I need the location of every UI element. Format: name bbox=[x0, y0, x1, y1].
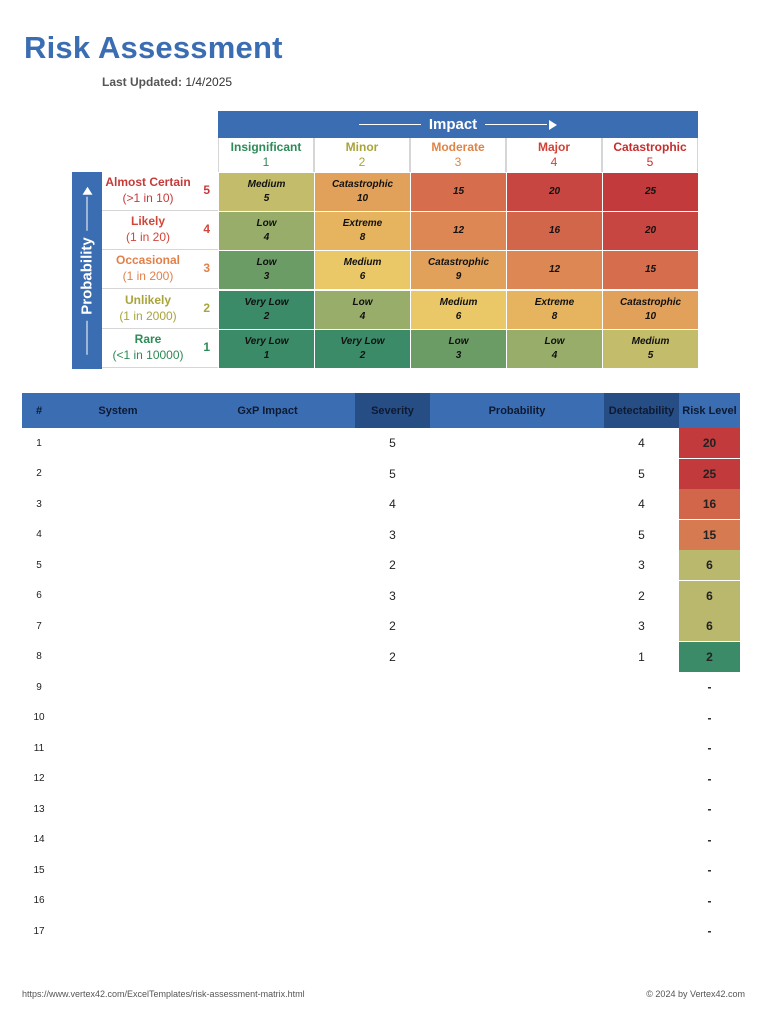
risk-matrix-cell bbox=[411, 251, 506, 289]
probability-row-label bbox=[102, 329, 218, 368]
risk-matrix-cell-label: Catastrophic bbox=[331, 179, 394, 190]
probability-axis-label: Probability bbox=[78, 236, 96, 315]
risk-matrix-cell-score: 12 bbox=[452, 225, 465, 236]
column-header[interactable]: # bbox=[35, 404, 43, 417]
severity-value bbox=[355, 886, 430, 916]
risk-matrix-cell bbox=[507, 251, 602, 289]
impact-heading-number: 5 bbox=[646, 155, 654, 169]
risk-matrix-cell-score: 8 bbox=[359, 232, 366, 243]
risk-level-value: 6 bbox=[679, 550, 740, 580]
risk-matrix-cell-score: 4 bbox=[551, 350, 558, 361]
column-header[interactable]: Risk Level bbox=[682, 404, 737, 417]
impact-heading-number: 4 bbox=[550, 155, 558, 169]
probability-row-label bbox=[102, 172, 218, 211]
row-number: 3 bbox=[36, 498, 42, 510]
row-number: 14 bbox=[33, 834, 45, 845]
risk-matrix-cell-label: Extreme bbox=[342, 218, 383, 229]
risk-matrix-cell-score: 6 bbox=[359, 271, 366, 282]
severity-value bbox=[355, 855, 430, 885]
risk-matrix-cell bbox=[603, 330, 698, 368]
row-number: 2 bbox=[36, 468, 42, 479]
detectability-value bbox=[604, 733, 679, 763]
row-number: 16 bbox=[33, 895, 45, 906]
detectability-value: 4 bbox=[638, 497, 645, 511]
column-header[interactable]: Detectability bbox=[604, 393, 679, 428]
probability-name: Occasional bbox=[115, 253, 181, 267]
impact-heading-number: 3 bbox=[454, 155, 462, 169]
risk-matrix-cell-score: 16 bbox=[548, 225, 561, 236]
risk-matrix-cell-label: Very Low bbox=[340, 336, 385, 347]
risk-matrix-cell bbox=[411, 173, 506, 211]
risk-matrix-cell-score: 15 bbox=[452, 186, 465, 197]
risk-level-value: 15 bbox=[679, 520, 740, 550]
column-header[interactable]: GxP Impact bbox=[237, 404, 298, 417]
risk-matrix-cell bbox=[315, 291, 410, 329]
risk-matrix-cell-score: 5 bbox=[263, 193, 270, 204]
risk-matrix-cell bbox=[603, 212, 698, 250]
risk-matrix-cell-label: Low bbox=[256, 257, 277, 268]
detectability-value bbox=[604, 916, 679, 946]
risk-level-value: - bbox=[707, 710, 712, 725]
row-number: 11 bbox=[33, 742, 45, 754]
risk-matrix-cell-label: Extreme bbox=[534, 297, 575, 308]
risk-level-value: 6 bbox=[679, 611, 740, 641]
detectability-value: 2 bbox=[638, 588, 645, 603]
severity-value: 2 bbox=[389, 649, 396, 664]
last-updated bbox=[102, 75, 232, 89]
risk-matrix-cell-score: 9 bbox=[455, 271, 462, 282]
row-number: 15 bbox=[33, 864, 45, 876]
impact-heading bbox=[218, 138, 314, 172]
risk-matrix-cell-score: 5 bbox=[647, 350, 654, 361]
probability-odds: (>1 in 10) bbox=[122, 191, 174, 205]
row-number: 7 bbox=[36, 620, 42, 632]
probability-odds: (1 in 20) bbox=[125, 230, 171, 244]
risk-matrix-cell bbox=[603, 173, 698, 211]
risk-matrix-cell bbox=[507, 212, 602, 250]
detectability-value: 5 bbox=[638, 466, 645, 481]
risk-matrix-cell bbox=[219, 212, 314, 250]
impact-heading bbox=[602, 138, 698, 172]
severity-value bbox=[355, 794, 430, 824]
risk-matrix-cell-score: 10 bbox=[356, 193, 369, 204]
impact-heading-name: Insignificant bbox=[230, 140, 302, 154]
detectability-value bbox=[604, 855, 679, 885]
footer-url[interactable]: https://www.vertex42.com/ExcelTemplates/risk-assessment-matrix.html bbox=[22, 989, 305, 999]
severity-value: 4 bbox=[389, 497, 396, 511]
risk-matrix-cell-score: 10 bbox=[644, 311, 657, 322]
probability-row-label bbox=[102, 290, 218, 329]
risk-matrix-cell-label: Very Low bbox=[244, 336, 289, 347]
probability-arrow-line-right bbox=[87, 197, 88, 231]
risk-matrix-cell-label: Medium bbox=[247, 179, 286, 190]
impact-heading bbox=[410, 138, 506, 172]
probability-odds: (1 in 2000) bbox=[119, 309, 177, 323]
risk-matrix-cell-label: Catastrophic bbox=[619, 297, 682, 308]
risk-matrix-cell bbox=[507, 291, 602, 329]
severity-value bbox=[355, 764, 430, 794]
risk-level-value: - bbox=[707, 893, 712, 908]
row-number: 8 bbox=[36, 651, 42, 662]
impact-axis-header bbox=[218, 111, 698, 138]
risk-matrix-cell bbox=[603, 251, 698, 289]
impact-heading bbox=[314, 138, 410, 172]
probability-name: Likely bbox=[130, 214, 166, 228]
risk-matrix-cell bbox=[411, 291, 506, 329]
risk-matrix-cell-score: 12 bbox=[548, 264, 561, 275]
risk-level-value: - bbox=[707, 741, 712, 755]
impact-heading-name: Catastrophic bbox=[613, 140, 687, 154]
risk-matrix-cell-label: Medium bbox=[439, 297, 478, 308]
risk-matrix-cell-score: 1 bbox=[263, 350, 270, 361]
severity-value: 3 bbox=[389, 527, 396, 542]
row-number: 6 bbox=[36, 590, 42, 601]
risk-level-value: 16 bbox=[679, 489, 740, 519]
impact-arrow-line-left bbox=[359, 124, 421, 125]
last-updated-label: Last Updated: bbox=[102, 75, 183, 89]
risk-level-value: 2 bbox=[679, 642, 740, 672]
row-number: 12 bbox=[33, 773, 45, 784]
detectability-value: 3 bbox=[638, 619, 645, 633]
risk-matrix-cell-score: 6 bbox=[455, 311, 462, 322]
risk-matrix-cell-score: 8 bbox=[551, 311, 558, 322]
probability-number: 3 bbox=[203, 261, 210, 275]
footer-copyright: © 2024 by Vertex42.com bbox=[646, 989, 745, 999]
probability-name: Almost Certain bbox=[105, 175, 191, 189]
risk-matrix-cell bbox=[603, 291, 698, 329]
probability-arrow-line-left bbox=[87, 320, 88, 354]
row-number: 13 bbox=[33, 803, 45, 815]
risk-matrix-cell bbox=[507, 173, 602, 211]
risk-matrix-cell-label: Catastrophic bbox=[427, 257, 490, 268]
row-number: 17 bbox=[33, 925, 45, 937]
arrow-up-icon bbox=[82, 187, 92, 195]
probability-number: 4 bbox=[203, 222, 210, 236]
risk-level-value: 20 bbox=[679, 428, 740, 458]
severity-value: 5 bbox=[389, 436, 396, 450]
detectability-value: 4 bbox=[638, 436, 645, 450]
risk-matrix-cell-score: 2 bbox=[263, 311, 270, 322]
risk-matrix-cell bbox=[411, 212, 506, 250]
risk-matrix-cell-score: 2 bbox=[359, 350, 366, 361]
detectability-value bbox=[604, 825, 679, 855]
risk-matrix-cell-label: Low bbox=[352, 297, 373, 308]
row-number: 5 bbox=[36, 559, 42, 571]
probability-name: Rare bbox=[134, 332, 162, 346]
arrow-right-icon bbox=[549, 120, 557, 130]
impact-heading-number: 1 bbox=[262, 155, 270, 169]
risk-matrix-cell-score: 20 bbox=[644, 225, 657, 236]
column-header[interactable]: System bbox=[98, 404, 138, 417]
severity-value: 5 bbox=[389, 466, 396, 481]
probability-number: 5 bbox=[203, 183, 210, 197]
risk-matrix-cell-label: Low bbox=[448, 336, 469, 347]
severity-value bbox=[355, 703, 430, 733]
severity-value: 3 bbox=[389, 588, 396, 603]
risk-matrix-cell bbox=[315, 212, 410, 250]
detectability-value: 3 bbox=[638, 558, 645, 572]
risk-matrix-cell bbox=[315, 251, 410, 289]
risk-matrix-cell bbox=[219, 330, 314, 368]
probability-axis-header bbox=[72, 172, 102, 369]
impact-heading-name: Minor bbox=[345, 140, 379, 154]
severity-value bbox=[355, 672, 430, 702]
probability-name: Unlikely bbox=[124, 293, 172, 307]
severity-value: 2 bbox=[389, 619, 396, 633]
impact-heading-number: 2 bbox=[358, 155, 366, 169]
risk-matrix-cell-label: Medium bbox=[343, 257, 382, 268]
severity-value: 2 bbox=[389, 558, 396, 572]
risk-matrix-cell-label: Very Low bbox=[244, 297, 289, 308]
risk-matrix-cell-score: 25 bbox=[644, 186, 657, 197]
risk-matrix-cell-label: Low bbox=[256, 218, 277, 229]
risk-level-value: - bbox=[707, 680, 712, 694]
risk-level-value: - bbox=[707, 802, 712, 816]
severity-value bbox=[355, 825, 430, 855]
risk-matrix-cell bbox=[315, 173, 410, 211]
risk-matrix-cell-score: 4 bbox=[359, 311, 366, 322]
detectability-value: 1 bbox=[638, 649, 645, 664]
probability-number: 2 bbox=[203, 301, 210, 315]
probability-number: 1 bbox=[203, 340, 210, 354]
row-number: 9 bbox=[36, 681, 42, 693]
probability-odds: (<1 in 10000) bbox=[112, 348, 184, 362]
risk-matrix-cell-score: 4 bbox=[263, 232, 270, 243]
detectability-value bbox=[604, 794, 679, 824]
impact-arrow-line-right bbox=[485, 124, 547, 125]
last-updated-value: 1/4/2025 bbox=[185, 75, 233, 89]
risk-level-value: 6 bbox=[679, 581, 740, 611]
risk-matrix-cell bbox=[219, 173, 314, 211]
detectability-value bbox=[604, 764, 679, 794]
risk-matrix-cell-label: Low bbox=[544, 336, 565, 347]
impact-heading-name: Moderate bbox=[431, 140, 485, 154]
risk-level-value: - bbox=[707, 832, 712, 847]
risk-matrix-cell-score: 3 bbox=[455, 350, 462, 361]
risk-matrix-cell-score: 20 bbox=[548, 186, 561, 197]
detectability-value bbox=[604, 703, 679, 733]
severity-value bbox=[355, 916, 430, 946]
row-number: 10 bbox=[33, 712, 45, 723]
risk-level-value: 25 bbox=[679, 459, 740, 489]
risk-matrix-cell-score: 15 bbox=[644, 264, 657, 275]
row-number: 1 bbox=[36, 437, 42, 449]
column-header[interactable]: Probability bbox=[488, 404, 546, 417]
column-header[interactable]: Severity bbox=[355, 393, 430, 428]
risk-level-value: - bbox=[707, 863, 712, 877]
probability-row-label bbox=[102, 211, 218, 250]
severity-value bbox=[355, 733, 430, 763]
page-title: Risk Assessment bbox=[24, 30, 283, 65]
impact-heading-name: Major bbox=[537, 140, 570, 154]
risk-matrix-cell bbox=[315, 330, 410, 368]
risk-matrix-cell bbox=[507, 330, 602, 368]
detectability-value: 5 bbox=[638, 527, 645, 542]
impact-axis-label: Impact bbox=[428, 116, 478, 133]
risk-matrix-cell bbox=[411, 330, 506, 368]
risk-matrix-cell-score: 3 bbox=[263, 271, 270, 282]
risk-level-value: - bbox=[707, 771, 712, 786]
risk-matrix-cell bbox=[219, 291, 314, 329]
detectability-value bbox=[604, 672, 679, 702]
detectability-value bbox=[604, 886, 679, 916]
risk-matrix-cell-label: Medium bbox=[631, 336, 670, 347]
risk-matrix-cell bbox=[219, 251, 314, 289]
probability-row-label bbox=[102, 250, 218, 289]
row-number: 4 bbox=[36, 529, 42, 540]
probability-odds: (1 in 200) bbox=[122, 269, 174, 283]
impact-heading bbox=[506, 138, 602, 172]
risk-level-value: - bbox=[707, 924, 712, 938]
